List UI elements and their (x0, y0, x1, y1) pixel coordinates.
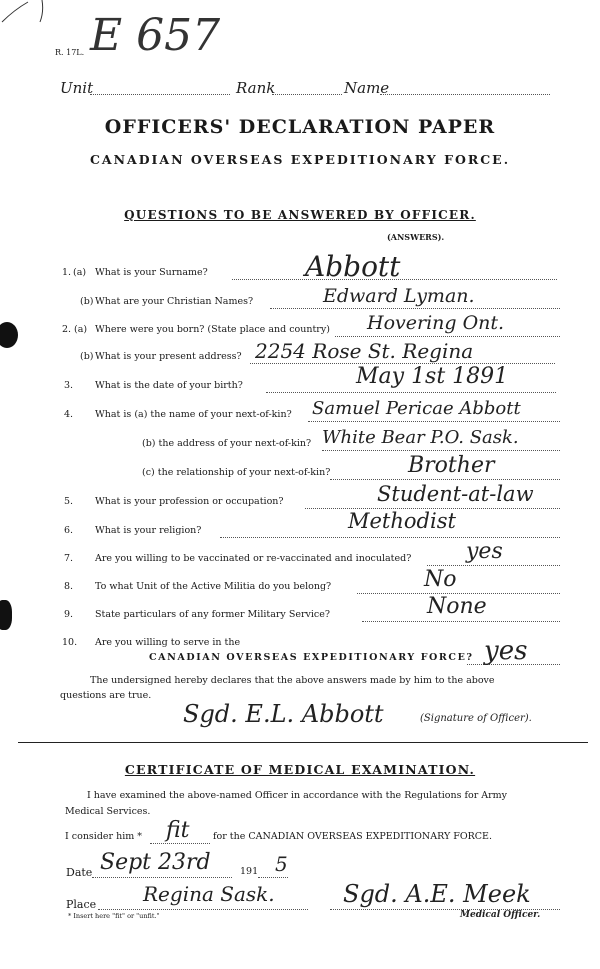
signature-officer-label: (Signature of Officer). (420, 713, 532, 724)
medical-heading: CERTIFICATE OF MEDICAL EXAMINATION. (124, 762, 476, 777)
answer-next-of-kin-relationship: Brother (408, 453, 495, 478)
question-text: Are you willing to serve in the (95, 637, 241, 648)
medical-officer-signature: Sgd. A.E. Meek (343, 880, 531, 908)
question-number: 10. (62, 637, 78, 648)
question-text: What is your profession or occupation? (95, 496, 284, 507)
consider-answer: fit (166, 818, 190, 843)
officer-signature: Sgd. E.L. Abbott (183, 700, 384, 728)
form-code: R. 17L. (55, 48, 85, 57)
question-number: 1. (62, 267, 72, 278)
section-divider (18, 742, 588, 743)
answer-next-of-kin-name: Samuel Pericae Abbott (312, 398, 521, 419)
question-text: What is your Surname? (95, 267, 208, 278)
year-answer: 5 (275, 852, 288, 876)
question-number: 9. (64, 609, 74, 620)
page-title: OFFICERS' DECLARATION PAPER (104, 116, 496, 138)
footnote: * Insert here "fit" or "unfit." (68, 912, 160, 920)
answer-birthplace: Hovering Ont. (367, 312, 505, 334)
question-number: 8. (64, 581, 74, 592)
declaration-text: questions are true. (60, 690, 152, 701)
question-number: 2. (62, 324, 72, 335)
question-sub: (b) (80, 351, 94, 362)
page-subtitle: CANADIAN OVERSEAS EXPEDITIONARY FORCE. (89, 152, 511, 167)
consider-label: I consider him * (65, 831, 143, 842)
question-text: Are you willing to be vaccinated or re-vaccinated and inoculated? (95, 553, 412, 564)
question-text: Where were you born? (State place and country) (95, 324, 330, 335)
medical-officer-label: Medical Officer. (460, 910, 541, 920)
unit-label: Unit (60, 79, 94, 97)
medical-text: Medical Services. (65, 806, 151, 817)
name-label: Name (344, 79, 390, 97)
answer-vaccinated: yes (466, 539, 503, 564)
question-text: What are your Christian Names? (95, 296, 254, 307)
question-text: What is your present address? (95, 351, 242, 362)
question-number: 3. (64, 380, 74, 391)
medical-text: I have examined the above-named Officer in accordance with the Regulations for Army (87, 790, 508, 801)
answers-label: (ANSWERS). (387, 232, 445, 242)
answer-christian-names: Edward Lyman. (323, 285, 475, 307)
date-label: Date (66, 866, 93, 879)
question-sub: (a) (73, 267, 87, 278)
file-number: E 657 (90, 10, 221, 61)
question-sub: (a) (74, 324, 88, 335)
question-text: What is your religion? (95, 525, 202, 536)
question-number: 7. (64, 553, 74, 564)
question-text: (c) the relationship of your next-of-kin? (142, 467, 331, 478)
answer-next-of-kin-address: White Bear P.O. Sask. (322, 427, 519, 448)
consider-suffix: for the CANADIAN OVERSEAS EXPEDITIONARY FORCE. (213, 831, 492, 842)
place-label: Place (66, 898, 97, 911)
answer-birthdate: May 1st 1891 (356, 364, 509, 389)
questions-heading: QUESTIONS TO BE ANSWERED BY OFFICER. (124, 208, 476, 222)
answer-militia-unit: No (424, 567, 457, 592)
question-number: 4. (64, 409, 74, 420)
declaration-text: The undersigned hereby declares that the above answers made by him to the above (90, 675, 495, 686)
q10-force-name: CANADIAN OVERSEAS EXPEDITIONARY FORCE? (149, 652, 474, 663)
place-answer: Regina Sask. (143, 882, 275, 906)
question-number: 6. (64, 525, 74, 536)
answer-former-service: None (427, 594, 487, 619)
rank-label: Rank (236, 79, 276, 97)
year-prefix: 191 (240, 866, 259, 877)
answer-willing-to-serve: yes (484, 636, 528, 666)
question-text: What is (a) the name of your next-of-kin? (95, 409, 292, 420)
answer-religion: Methodist (348, 509, 456, 533)
question-text: To what Unit of the Active Militia do you belong? (95, 581, 332, 592)
answer-address: 2254 Rose St. Regina (255, 339, 474, 363)
question-text: State particulars of any former Military Service? (95, 609, 330, 620)
binder-notch-marks (0, 0, 60, 30)
date-answer: Sept 23rd (100, 850, 211, 875)
question-text: What is the date of your birth? (95, 380, 243, 391)
question-sub: (b) (80, 296, 94, 307)
question-text: (b) the address of your next-of-kin? (142, 438, 312, 449)
answer-occupation: Student-at-law (377, 482, 534, 506)
punch-hole (0, 600, 12, 630)
answer-surname: Abbott (305, 250, 401, 283)
question-number: 5. (64, 496, 74, 507)
punch-hole (0, 322, 18, 348)
